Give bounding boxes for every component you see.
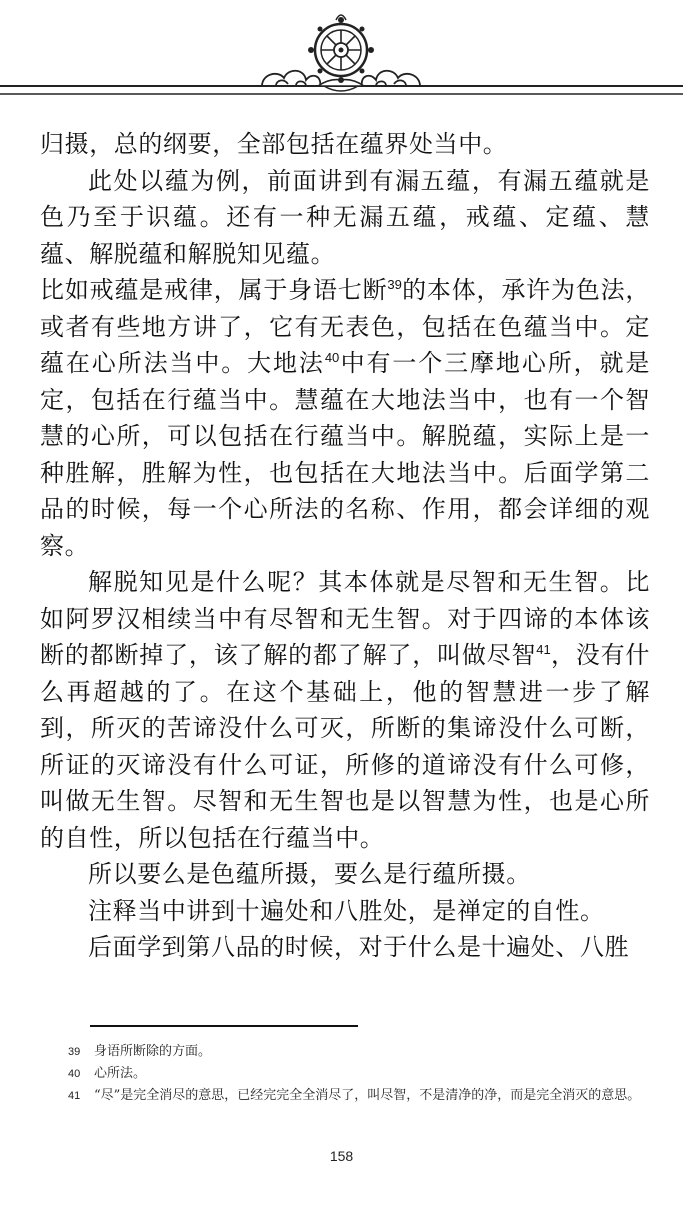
paragraph-4-part-b: ，没有什么再超越的了。在这个基础上，他的智慧进一步了解到，所灭的苦谛没什么可灭，所断的集谛没什么可断，所证的灭谛没有什么可证，所修的道谛没有什么可修，叫做无生智。尽智和无生智也是以智慧为性，也是心所的自性，所以包括在行蕴当中。 [40, 641, 651, 852]
paragraph-3-part-b: 的本体，承许为色法，或者有些地方讲了，它有无表色，包括在色蕴当中。定蕴在心所法当中。大地法 [40, 276, 650, 377]
footnote-text: “尽”是完全消尽的意思，已经完完全全消尽了，叫尽智，不是清净的净，而是完全消灭的意思。 [94, 1088, 641, 1103]
footnote-ref-39[interactable]: 39 [387, 277, 402, 292]
footnote-ref-40[interactable]: 40 [324, 350, 340, 365]
footnote-text: 身语所断除的方面。 [94, 1044, 212, 1059]
footnote-number: 41 [68, 1090, 81, 1102]
footnote-divider [90, 1025, 358, 1027]
page-number: 158 [329, 1148, 354, 1164]
paragraph-4-part-a: 解脱知见是什么呢？其本体就是尽智和无生智。比如阿罗汉相续当中有尽智和无生智。对于四谛的本体该断的都断掉了，该了解的都了解了，叫做尽智 [40, 568, 650, 669]
paragraph-3-part-c: 中有一个三摩地心所，就是定，包括在行蕴当中。慧蕴在大地法当中，也有一个智慧的心所，可以包括在行蕴当中。解脱蕴，实际上是一种胜解，胜解为性，也包括在大地法当中。后面学第二品的时候，每一个心所法的名称、作用，都会详细的观察。 [40, 349, 650, 560]
footnote-ref-41[interactable]: 41 [536, 642, 551, 657]
paragraph-5: 所以要么是色蕴所摄，要么是行蕴所摄。 [88, 860, 531, 888]
paragraph-6: 注释当中讲到十遍处和八胜处，是禅定的自性。 [88, 896, 605, 925]
footnote-40 [68, 1063, 643, 1085]
dharma-wheel-icon [308, 15, 374, 91]
footnotes [68, 1041, 643, 1107]
paragraph-3 [40, 272, 650, 564]
paragraph-3-part-a: 比如戒蕴是戒律，属于身语七断 [40, 276, 388, 304]
body-text [40, 126, 650, 966]
right-cloud-icon [362, 71, 420, 86]
footnote-number: 39 [68, 1046, 81, 1058]
header-ornament [0, 0, 683, 112]
paragraph-7: 后面学到第八品的时候，对于什么是十遍处、八胜 [88, 933, 630, 961]
footnote-41 [68, 1085, 643, 1107]
footnote-39 [68, 1041, 643, 1063]
paragraph-1: 归摄，总的纲要，全部包括在蕴界处当中。 [40, 130, 508, 158]
footnote-number: 40 [68, 1068, 81, 1080]
paragraph-2: 此处以蕴为例，前面讲到有漏五蕴，有漏五蕴就是色乃至于识蕴。还有一种无漏五蕴，戒蕴、定蕴、慧蕴、解脱蕴和解脱知见蕴。 [40, 166, 650, 268]
paragraph-4 [40, 564, 650, 856]
left-cloud-icon [262, 71, 320, 86]
footnote-text: 心所法。 [94, 1066, 147, 1081]
